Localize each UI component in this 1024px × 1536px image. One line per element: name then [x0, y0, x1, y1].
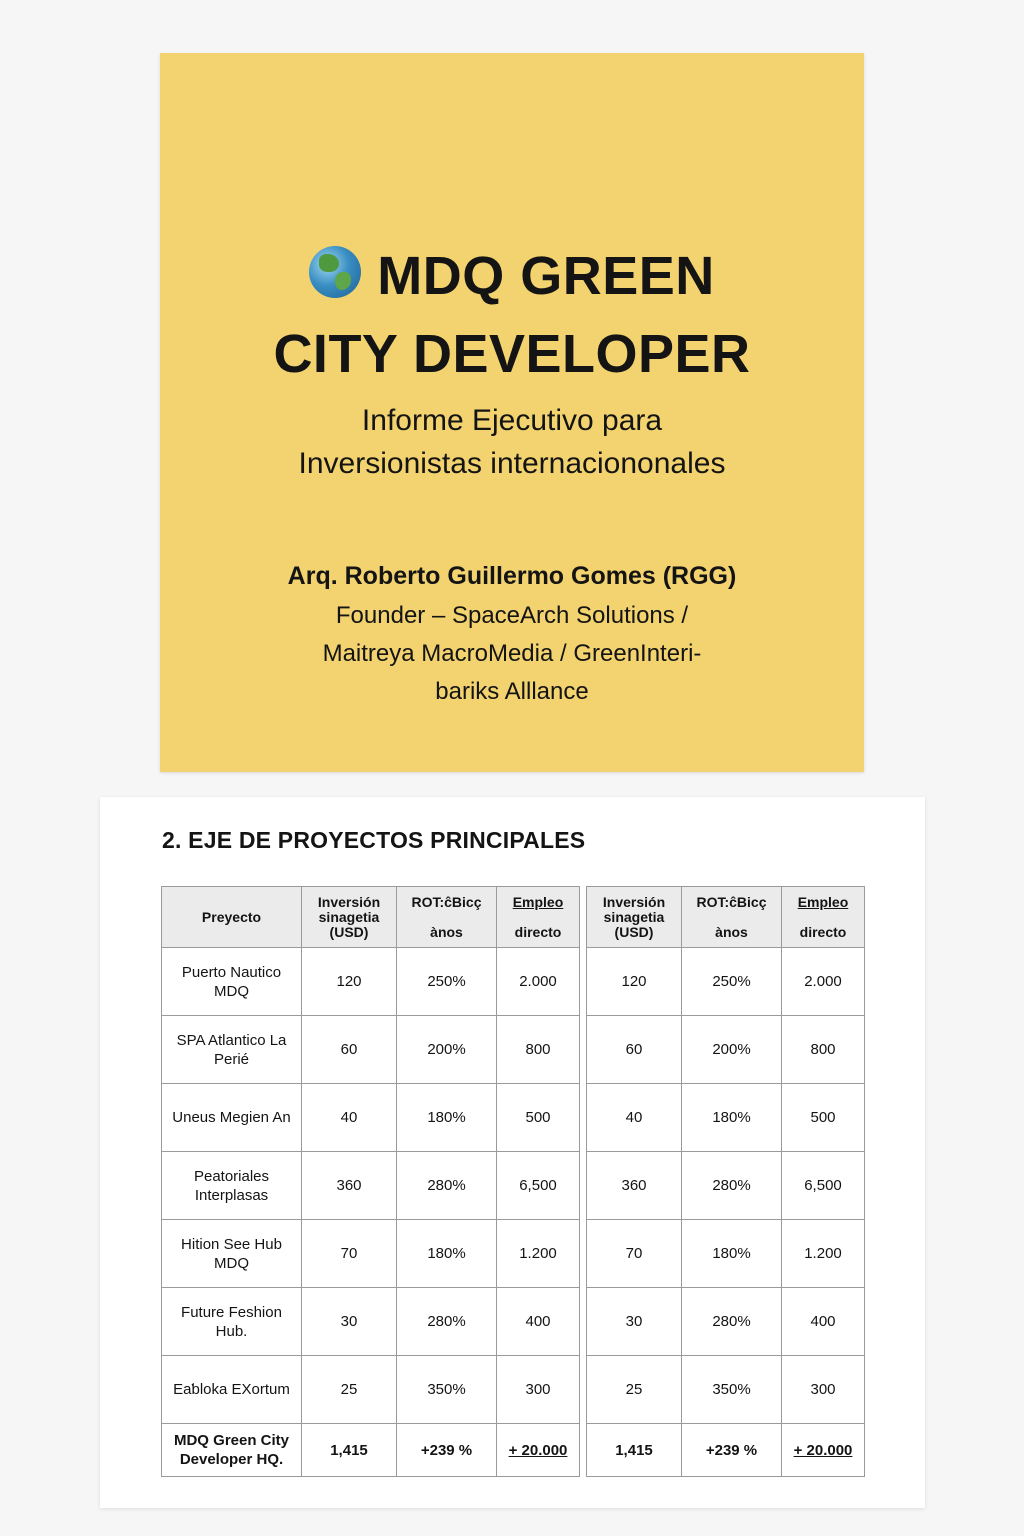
cell-project: Future Feshion Hub. [162, 1288, 302, 1356]
header-roi [682, 887, 782, 948]
section-heading: 2. EJE DE PROYECTOS PRINCIPALES [162, 827, 586, 853]
cell-investment: 30 [587, 1288, 682, 1356]
cell-investment: 40 [302, 1084, 397, 1152]
cover-role-line3: bariks Alllance [435, 678, 589, 705]
header-roi-top: ROT:ĉBicç [696, 893, 767, 910]
header-investment: Inversión sinagetia (USD) [587, 887, 682, 948]
table-header-row [587, 887, 865, 948]
cell-project: Puerto Nautico MDQ [162, 948, 302, 1016]
cell-roi: 280% [397, 1288, 497, 1356]
cover-role-line2: Maitreya MacroMedia / GreenInteri- [322, 640, 702, 667]
cell-total-jobs: + 20.000 [497, 1424, 580, 1477]
header-jobs-top: Empleo [797, 893, 849, 910]
cell-roi: 280% [682, 1288, 782, 1356]
table-row [587, 1084, 865, 1152]
cell-jobs: 800 [782, 1016, 865, 1084]
cell-jobs: 2.000 [497, 948, 580, 1016]
table-header-row [162, 887, 580, 948]
cell-jobs: 500 [782, 1084, 865, 1152]
cell-jobs: 400 [497, 1288, 580, 1356]
cell-jobs: 1.200 [782, 1220, 865, 1288]
projects-table-duplicate [586, 886, 865, 1477]
header-jobs-top: Empleo [512, 893, 564, 910]
cell-project: Hition See Hub MDQ [162, 1220, 302, 1288]
cell-investment: 25 [302, 1356, 397, 1424]
table-row [162, 948, 580, 1016]
projects-sheet [100, 797, 925, 1508]
header-roi [397, 887, 497, 948]
header-jobs-bottom: directo [799, 923, 847, 940]
table-row [587, 1288, 865, 1356]
cell-roi: 250% [682, 948, 782, 1016]
cell-roi: 200% [682, 1016, 782, 1084]
table-row [587, 1152, 865, 1220]
cell-investment: 30 [302, 1288, 397, 1356]
cell-total-roi: +239 % [682, 1424, 782, 1477]
header-jobs [782, 887, 865, 948]
cell-total-jobs: + 20.000 [782, 1424, 865, 1477]
cell-roi: 280% [682, 1152, 782, 1220]
cover-title-line2: CITY DEVELOPER [273, 324, 751, 384]
cell-project: Eaƅloka EXortum [162, 1356, 302, 1424]
cell-investment: 120 [302, 948, 397, 1016]
header-jobs [497, 887, 580, 948]
cell-roi: 200% [397, 1016, 497, 1084]
cell-investment: 40 [587, 1084, 682, 1152]
header-project: Preyecto [162, 887, 302, 948]
cell-total-project: MDQ Green City Developer HQ. [162, 1424, 302, 1477]
cell-investment: 25 [587, 1356, 682, 1424]
cell-jobs: 800 [497, 1016, 580, 1084]
cell-investment: 120 [587, 948, 682, 1016]
table-row [162, 1356, 580, 1424]
table-total-row [162, 1424, 580, 1477]
cover-author: Arq. Roberto Guillermo Gomes (RGG) [287, 562, 737, 590]
cell-jobs: 6,500 [497, 1152, 580, 1220]
header-investment: Inversión sinagetia (USD) [302, 887, 397, 948]
cover-panel [160, 53, 864, 772]
cover-subtitle [160, 399, 864, 485]
cell-roi: 180% [682, 1084, 782, 1152]
table-row [162, 1220, 580, 1288]
table-row [162, 1288, 580, 1356]
cell-investment: 360 [587, 1152, 682, 1220]
cell-roi: 180% [397, 1220, 497, 1288]
cell-project: Uneus Megien An [162, 1084, 302, 1152]
cell-investment: 60 [302, 1016, 397, 1084]
header-roi-bottom: ànos [715, 923, 748, 940]
cell-jobs: 300 [782, 1356, 865, 1424]
table-row [587, 1016, 865, 1084]
table-row [587, 948, 865, 1016]
table-row [162, 1084, 580, 1152]
cell-project: Peatoriales Interplasas [162, 1152, 302, 1220]
cover-title [160, 237, 864, 393]
projects-table [161, 886, 580, 1477]
cell-jobs: 6,500 [782, 1152, 865, 1220]
cell-jobs: 1.200 [497, 1220, 580, 1288]
cell-roi: 350% [682, 1356, 782, 1424]
cover-role-line1: Founder – SpaceArch Solutions / [335, 602, 689, 629]
cell-investment: 70 [302, 1220, 397, 1288]
table-row [587, 1220, 865, 1288]
cell-roi: 350% [397, 1356, 497, 1424]
cell-roi: 180% [397, 1084, 497, 1152]
cell-jobs: 300 [497, 1356, 580, 1424]
cell-roi: 180% [682, 1220, 782, 1288]
cell-total-investment: 1,415 [302, 1424, 397, 1477]
cell-jobs: 500 [497, 1084, 580, 1152]
cover-subtitle-line1: Informe Ejecutivo para [361, 404, 663, 437]
cover-subtitle-line2: Inversionistas internaciononales [298, 447, 726, 480]
table-row [587, 1356, 865, 1424]
cover-role [160, 597, 864, 711]
table-row [162, 1152, 580, 1220]
cell-roi: 250% [397, 948, 497, 1016]
cell-investment: 360 [302, 1152, 397, 1220]
cell-jobs: 2.000 [782, 948, 865, 1016]
cell-total-roi: +239 % [397, 1424, 497, 1477]
cover-title-line1: MDQ GREEN [377, 246, 715, 306]
header-roi-top: ROT:ĉBicç [411, 893, 482, 910]
cell-investment: 70 [587, 1220, 682, 1288]
header-jobs-bottom: directo [514, 923, 562, 940]
cell-investment: 60 [587, 1016, 682, 1084]
cell-total-investment: 1,415 [587, 1424, 682, 1477]
table-total-row [587, 1424, 865, 1477]
header-roi-bottom: ànos [430, 923, 463, 940]
globe-icon [309, 246, 361, 298]
table-row [162, 1016, 580, 1084]
cell-roi: 280% [397, 1152, 497, 1220]
cell-jobs: 400 [782, 1288, 865, 1356]
cell-project: SPA Atlantico La Perié [162, 1016, 302, 1084]
